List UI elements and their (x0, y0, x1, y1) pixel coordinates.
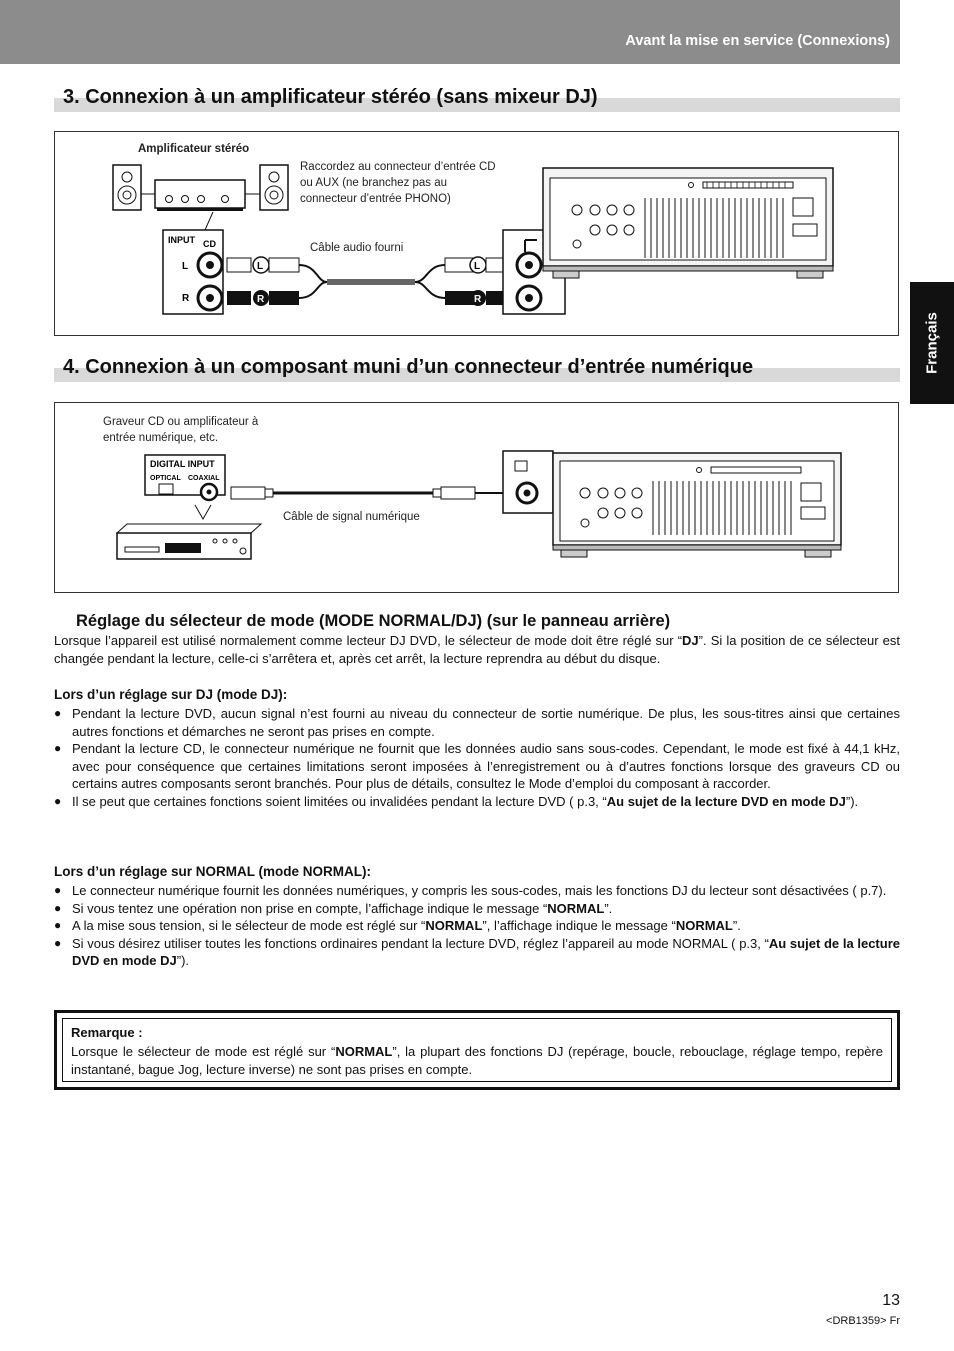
amp-input-panel (163, 230, 223, 314)
language-tab (910, 282, 954, 404)
cd-recorder-icon (117, 524, 261, 559)
figure-analog-connection (54, 131, 899, 336)
remark-title: Remarque : (71, 1025, 143, 1040)
list-item: ● Le connecteur numérique fournit les données numériques, y compris les sous-codes, mais les fonctions DJ du lecteur sont désactivées ( p.7). (54, 882, 900, 900)
figure-digital-connection (54, 402, 899, 593)
left-text: L (182, 261, 189, 272)
remark-body: Lorsque le sélecteur de mode est réglé sur “NORMAL”, la plupart des fonctions DJ (repérage, boucle, rebouclage, réglage tempo, repère instantané, bague Jog, lecture inverse) ne sont pas prises en compte. (71, 1044, 883, 1077)
section3-heading (54, 86, 900, 108)
list-item: ● Si vous désirez utiliser toutes les fonctions ordinaires pendant la lecture DVD, réglez l’appareil au mode NORMAL ( p.3, “Au sujet de la lecture DVD en mode DJ”). (54, 935, 900, 970)
cd-text: CD (203, 239, 216, 249)
digital-cable-label: Câble de signal numérique (283, 511, 420, 523)
document-code: <DRB1359> Fr (826, 1315, 900, 1327)
cable-label: Câble audio fourni (310, 242, 404, 254)
normal-heading: Lors d’un réglage sur NORMAL (mode NORMAL): (54, 864, 372, 879)
mode-intro: Lorsque l’appareil est utilisé normalement comme lecteur DJ DVD, le sélecteur de mode doit être réglé sur “DJ”. Si la position de ce sélecteur est changée pendant la lecture, celle-ci s’arrêtera et, après cet arrêt, la lecture reprendra au début du disque. (54, 633, 900, 666)
list-item: ● Si vous tentez une opération non prise en compte, l’affichage indique le message “NORMAL”. (54, 900, 900, 918)
svg-text:R: R (257, 294, 265, 305)
amplifier-icon (141, 180, 260, 211)
language-tab-label: Français (923, 312, 941, 374)
digital-cable-icon (231, 487, 517, 499)
page-number: 13 (882, 1292, 900, 1309)
digital-input-text: DIGITAL INPUT (150, 459, 215, 469)
player-digital-jack (503, 451, 553, 513)
analog-diagram (55, 132, 898, 335)
optical-text: OPTICAL (150, 475, 181, 482)
list-item: ● Il se peut que certaines fonctions soient limitées ou invalidées pendant la lecture DVD ( p.3, “Au sujet de la lecture DVD en mode DJ”). (54, 793, 900, 811)
section4-title: 4. Connexion à un composant muni d’un connecteur d’entrée numérique (63, 356, 754, 378)
coaxial-text: COAXIAL (188, 475, 220, 482)
device-label: Graveur CD ou amplificateur à entrée numérique, etc. (103, 416, 259, 444)
list-item: ● A la mise sous tension, si le sélecteur de mode est réglé sur “NORMAL”, l’affichage indique le message “NORMAL”. (54, 917, 900, 935)
audio-cable-icon (227, 257, 510, 306)
header-section-title: Avant la mise en service (Connexions) (625, 33, 890, 49)
digital-diagram (55, 403, 898, 592)
input-text: INPUT (168, 235, 195, 245)
remark-box (54, 1010, 900, 1090)
dj-list (54, 705, 900, 811)
list-item: ● Pendant la lecture DVD, aucun signal n’est fourni au niveau du connecteur de sortie numérique. De plus, les sous-titres ainsi que certaines autres fonctions et démarches ne seront pas prises en compte. (54, 705, 900, 740)
amp-note: Raccordez au connecteur d’entrée CD ou AUX (ne branchez pas au connecteur d’entrée PHONO) (300, 161, 496, 205)
section4-heading (54, 356, 900, 378)
normal-list (54, 882, 900, 970)
player-rear-panel-icon (543, 168, 833, 278)
right-text: R (182, 293, 190, 304)
svg-text:L: L (474, 261, 481, 272)
header-bar (0, 0, 900, 64)
mode-heading: Réglage du sélecteur de mode (MODE NORMAL/DJ) (sur le panneau arrière) (76, 612, 671, 630)
speaker-left-icon (113, 165, 141, 210)
svg-text:L: L (257, 261, 264, 272)
list-item: ● Pendant la lecture CD, le connecteur numérique ne fournit que les données audio sans sous-codes. Cependant, le mode est fixé à 44,1 kHz, avec pour conséquence que certaines limitations seront imposées à l’enregistrement ou à d’autres fonctions lorsque des graveurs CD ou certains autres composants seront branchés. Pour plus de détails, consultez le Mode d’emploi du composant à raccorder. (54, 740, 900, 793)
speaker-right-icon (260, 165, 288, 210)
section3-title: 3. Connexion à un amplificateur stéréo (sans mixeur DJ) (63, 86, 598, 108)
digital-input-panel (145, 455, 225, 519)
dj-heading: Lors d’un réglage sur DJ (mode DJ): (54, 687, 288, 702)
player-rear-panel-icon-2 (553, 453, 841, 557)
amp-label: Amplificateur stéréo (138, 143, 250, 155)
svg-text:R: R (474, 294, 482, 305)
